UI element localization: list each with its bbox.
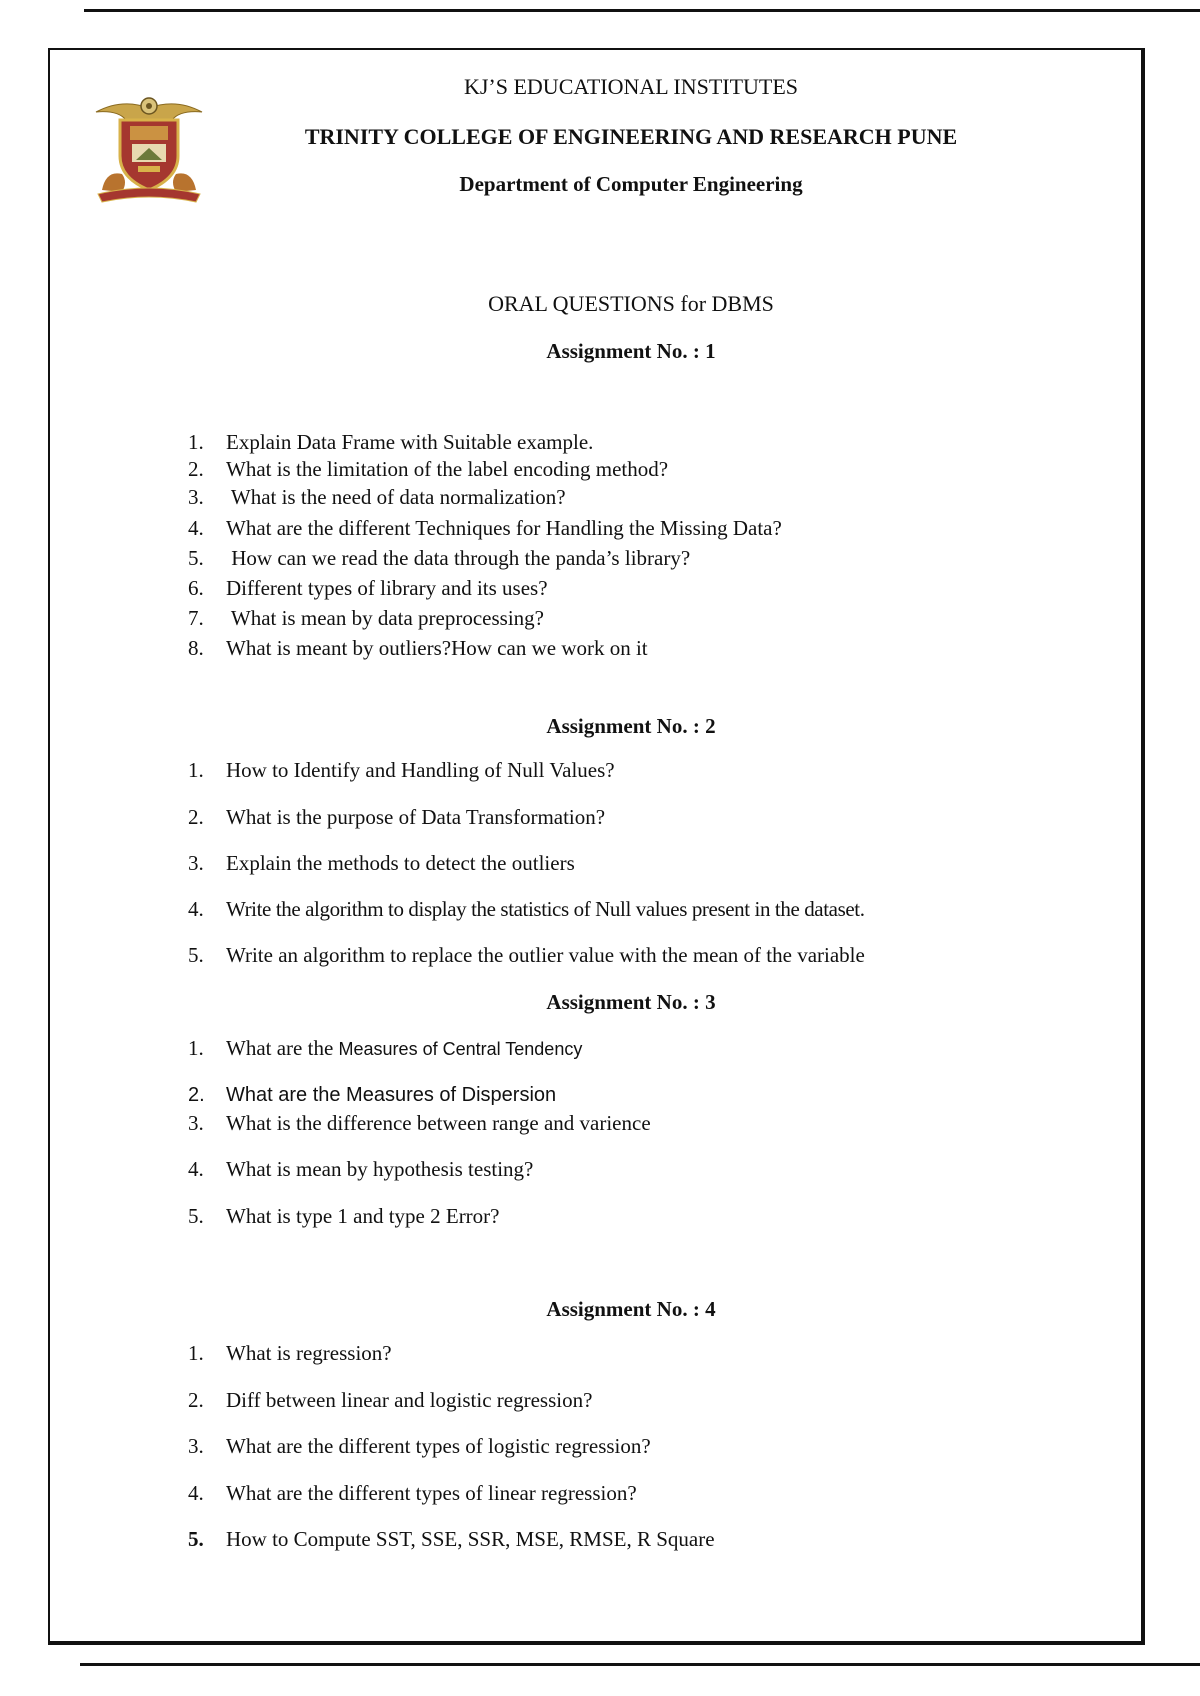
question-text: Explain Data Frame with Suitable example. — [226, 430, 594, 454]
question-number: 7. — [188, 606, 204, 630]
question-number: 1. — [188, 1341, 204, 1365]
question-text: Different types of library and its uses? — [226, 576, 548, 600]
question-item — [188, 485, 566, 509]
question-item — [188, 1341, 392, 1365]
question-text: What is meant by outliers?How can we work on it — [226, 636, 648, 660]
question-item — [188, 636, 648, 660]
bottom-rule — [80, 1663, 1200, 1666]
question-text: What is type 1 and type 2 Error? — [226, 1204, 500, 1228]
question-text: Diff between linear and logistic regression? — [226, 1388, 593, 1412]
question-text: What is the need of data normalization? — [226, 485, 566, 509]
question-text: What are the — [226, 1036, 339, 1060]
question-text: What are the different Techniques for Handling the Missing Data? — [226, 516, 782, 540]
assignment-title: Assignment No. : 1 — [546, 339, 716, 363]
question-item — [188, 1157, 533, 1181]
question-item — [188, 805, 605, 829]
department-name: Department of Computer Engineering — [459, 172, 803, 196]
question-item — [188, 457, 668, 481]
question-item — [188, 1434, 651, 1458]
question-number: 1. — [188, 1036, 204, 1060]
question-number: 2. — [188, 805, 204, 829]
question-number: 6. — [188, 576, 204, 600]
question-text: What is the difference between range and varience — [226, 1111, 651, 1135]
question-item — [188, 758, 615, 782]
question-item — [188, 897, 865, 921]
question-number: 8. — [188, 636, 204, 660]
question-number: 2. — [188, 1084, 205, 1106]
question-number: 5. — [188, 546, 204, 570]
question-item — [188, 576, 548, 600]
assignment-title: Assignment No. : 2 — [546, 714, 716, 738]
question-number: 4. — [188, 1481, 204, 1505]
college-name: TRINITY COLLEGE OF ENGINEERING AND RESEARCH PUNE — [304, 124, 958, 149]
question-text: What is mean by hypothesis testing? — [226, 1157, 534, 1181]
question-text: How to Compute SST, SSE, SSR, MSE, RMSE, R Square — [226, 1527, 715, 1551]
question-number: 3. — [188, 1111, 204, 1135]
question-item — [188, 1083, 556, 1107]
question-text: What are the different types of linear regression? — [226, 1481, 637, 1505]
question-text: Write an algorithm to replace the outlier value with the mean of the variable — [226, 943, 865, 967]
question-item — [188, 943, 865, 967]
question-number: 4. — [188, 1157, 204, 1181]
question-text: What are the different types of logistic regression? — [226, 1434, 651, 1458]
question-number: 5. — [188, 1527, 204, 1551]
question-number: 3. — [188, 485, 204, 509]
question-item — [188, 1527, 715, 1551]
question-number: 2. — [188, 1388, 204, 1412]
question-item — [188, 851, 575, 875]
question-text: What is the purpose of Data Transformation? — [226, 805, 606, 829]
question-item — [188, 1036, 582, 1061]
question-item — [188, 1388, 592, 1412]
question-text: How can we read the data through the panda’s library? — [226, 546, 691, 570]
question-number: 2. — [188, 457, 204, 481]
question-text: What is regression? — [226, 1341, 392, 1365]
page-title: ORAL QUESTIONS for DBMS — [488, 291, 774, 316]
question-item — [188, 606, 544, 630]
question-item — [188, 1481, 637, 1505]
question-text-emphasis: Measures of Central Tendency — [338, 1039, 583, 1059]
assignment-title: Assignment No. : 3 — [546, 990, 716, 1014]
question-number: 4. — [188, 516, 204, 540]
top-rule — [84, 9, 1200, 12]
question-text: Explain the methods to detect the outliers — [226, 851, 575, 875]
question-number: 1. — [188, 430, 204, 454]
question-number: 4. — [188, 897, 204, 921]
question-number: 5. — [188, 1204, 204, 1228]
question-item — [188, 1111, 651, 1135]
question-item — [188, 430, 593, 454]
question-text: What is the limitation of the label encoding method? — [226, 457, 669, 481]
question-text: Write the algorithm to display the statistics of Null values present in the dataset. — [226, 897, 865, 921]
assignment-title: Assignment No. : 4 — [546, 1297, 716, 1321]
question-item — [188, 516, 782, 540]
question-number: 3. — [188, 851, 204, 875]
question-text: What is mean by data preprocessing? — [226, 606, 545, 630]
question-item — [188, 546, 690, 570]
question-number: 5. — [188, 943, 204, 967]
question-number: 3. — [188, 1434, 204, 1458]
question-text: What are the Measures of Dispersion — [226, 1084, 557, 1106]
question-item — [188, 1204, 500, 1228]
institute-name: KJ’S EDUCATIONAL INSTITUTES — [463, 74, 799, 99]
question-number: 1. — [188, 758, 204, 782]
question-text: How to Identify and Handling of Null Values? — [226, 758, 615, 782]
